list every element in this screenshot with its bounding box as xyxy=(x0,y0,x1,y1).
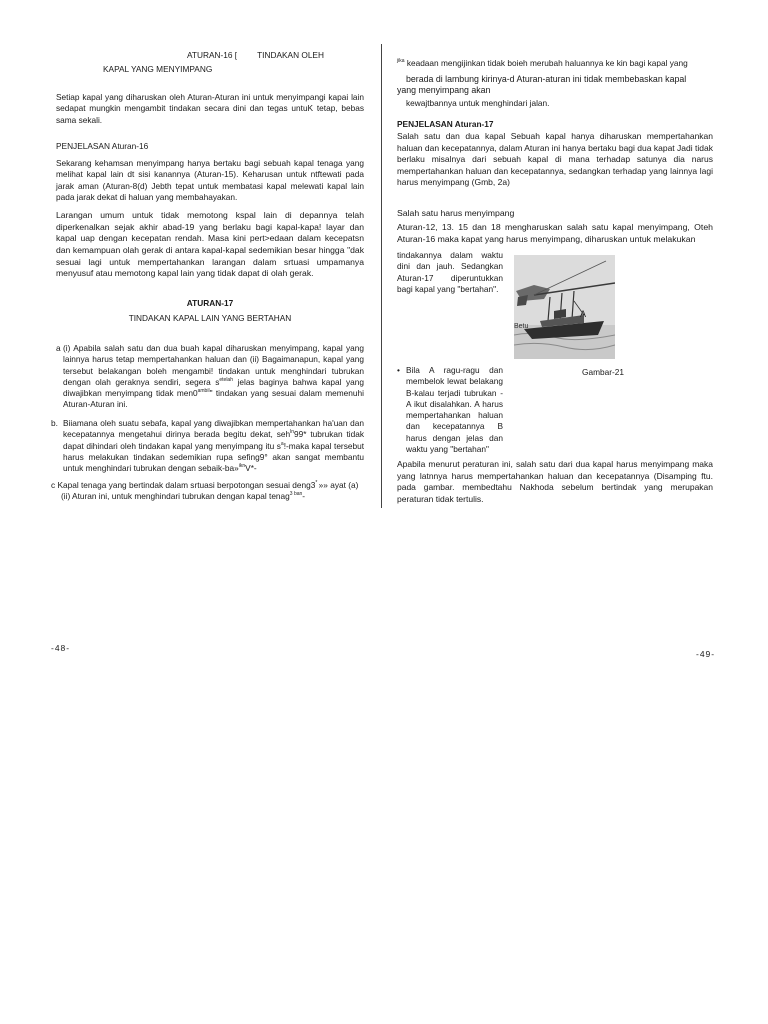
expl17-heading: PENJELASAN Aturan-17 xyxy=(397,119,494,129)
figure-label-a: A xyxy=(580,309,587,319)
figure-caption: Gambar-21 xyxy=(582,367,624,377)
item-c-line1-sup: * xyxy=(315,480,319,487)
item-c-line1-a: Kapal tenaga yang bertindak dalam srtuasi berpotongan sesuai deng3 xyxy=(57,480,316,490)
bullet-marker: • xyxy=(397,365,400,375)
column-divider xyxy=(381,44,382,508)
item-a-sup-1: etelah xyxy=(219,377,233,384)
item-b-text-2: 99* tubrukan tidak dapat dihindari oleh tindakan kapal yang menyimpang itu s xyxy=(63,429,365,451)
item-b-sup-3: ikn xyxy=(238,463,246,470)
rule17-continuation-line4: kewajtbannya untuk menghindari jalan. xyxy=(406,98,550,108)
cont-line1-sup: jika xyxy=(397,58,405,65)
item-a-sup-2: ambil xyxy=(197,388,210,395)
salah-satu-paragraph: Aturan-12, 13. 15 dan 18 mengharuskan salah satu kapal menyimpang, Oteh Aturan-16 maka kapat yang harus menyimpang, diharuskan untuk melakukan xyxy=(397,222,713,244)
item-c-line1-b: »» ayat (a) xyxy=(318,480,359,490)
rule17-subtitle: TINDAKAN KAPAL LAIN YANG BERTAHAN xyxy=(128,313,292,323)
rule17-item-b xyxy=(51,418,365,474)
item-b-sup-2: a xyxy=(280,440,284,447)
ship-figure xyxy=(514,255,615,359)
item-b-sup-1: ln xyxy=(290,429,294,436)
item-b-text-4: V*- xyxy=(245,463,257,474)
rule16-title-part-b: TINDAKAN OLEH xyxy=(257,50,324,60)
closing-paragraph: Apabila menurut peraturan ini, salah satu dari dua kapal harus menyimpang maka yang latnnya harus mempertahankan haluan dan kecepatannya (Disamping ftu. pada gambar. membedtahu Nakhoda sebelum bertindak yang merupakan peraturan tidak tertulis. xyxy=(397,459,713,504)
expl16-paragraph-2: Larangan umum untuk tidak memotong kspal lain di depannya telah diperkenalkan sejak akhir abad-19 yang berlaku bagi kapal-kapa! layar dan kapal uap dengan kecepatan rendah. Masa kini pert>edaan dalam kecepatsn dan kemampuan olah gerak di antara kapal-kapal sedemikian besar hingga "dak sesuai lagi untuk mempertahankan larangan dalam srtuasi umpamanya menyusuf atau memotong kapal lain yang tidak dapat di olah gerak. xyxy=(56,210,364,279)
figure-side-text: tindakannya dalam waktu dini dan jauh. Sedangkan Aturan-17 diperuntukkan bagi kapal yang "bertahan". xyxy=(397,250,503,294)
expl16-paragraph-1: Sekarang kehamsan menyimpang hanya bertaku bagi sebuah kapal tenaga yang melihat kapal lain dt sisi kanannya (Aturan-15). Keharusan untuk ntftewati pada jarak aman (Aturan-8(d) Jebth tepat untuk membatasi kapal melewati kapal lain pada jarak dekat di haluan yang membahayakan. xyxy=(56,158,364,202)
expl16-heading: PENJELASAN Aturan-16 xyxy=(56,141,149,151)
item-b-text-1: Biiamana oleh suatu sebafa, kapal yang diwajibkan mempertahankan ha'uan dan kecepatannya mengetahui dirinya berada begitu dekat, seh xyxy=(63,418,364,440)
rule16-title-part-a: ATURAN-16 [ xyxy=(187,50,238,60)
rule17-continuation-line2: berada di lambung kirinya-d Aturan-aturan ini tidak membebaskan kapal xyxy=(406,74,687,84)
figure-label-b: Betu xyxy=(514,323,529,330)
item-a-text-2: jelas baginya bahwa kapal yang diwajibkan menyimpang tidak men0 xyxy=(63,376,364,399)
rule17-title: ATURAN-17 xyxy=(186,298,234,308)
rule16-title-line1 xyxy=(187,50,324,61)
cont-line1-text: keadaan mengijinkan tidak boieh merubah haluannya ke kin bagi kapal yang xyxy=(404,58,688,68)
item-a-text-3: " tindakan yang sesuai dalam memenuhi Aturan-Aturan ini. xyxy=(63,388,364,410)
item-b-text-3: !-maka kapal tersebut harus melakukan tindakan sedemikian rupa sefing9° akan sangat membantu untuk menghindari tubrukan dengan sebaik-ba» xyxy=(63,440,364,474)
rule17-continuation-line3: yang menyimpang akan xyxy=(397,85,491,95)
bullet-text: Bila A ragu-ragu dan membelok lewat belakang B-kalau terjadi tubrukan - A ikut disalahkan. A harus mempertahankan haluan dan kecepatannya B harus dengan jelas dan waktu yang "bertahan" xyxy=(406,365,503,454)
item-c-line2-a: (ii) Aturan ini, untuk menghindari tubrukan dengan kapal tenag xyxy=(61,491,290,502)
item-a-text-1: (i) Apabila salah satu dan dua buah kapal diharuskan menyimpang, kapal yang lainnya harus tetap mempertahankan haluan dan (ii) Bagaimanapun, kapal yang tersebut belakangan boleh mengambi! tindakan untuk menghindari tubrukan dengan olah geraknya sendiri, segera s xyxy=(63,343,364,387)
item-c-line2-sup: 3 ban xyxy=(289,491,303,498)
item-c-line2-b: - xyxy=(302,491,306,502)
rule17-continuation-line1 xyxy=(397,58,717,69)
page-number-right: -49- xyxy=(696,649,716,659)
item-c-marker: c xyxy=(51,480,56,490)
rule17-item-c xyxy=(51,480,366,503)
bullet-block xyxy=(397,365,505,455)
ship-illustration-icon xyxy=(514,255,615,359)
salah-satu-heading: Salah satu harus menyimpang xyxy=(397,208,515,218)
page-number-left: -48- xyxy=(51,643,71,653)
rule16-title-line2: KAPAL YANG MENYIMPANG xyxy=(103,64,213,74)
expl17-paragraph-1: Salah satu dan dua kapal Sebuah kapal hanya diharuskan mempertahankan haluan dan kecepatannya, dalam Aturan ini hanya bertaku bagi dua kapat Jadi tidak berlaku misalnya dari sebuah kapal di mana terhadap satunya dia narus mempertahankan haluan dan kecepatannya, sedangkan terhadap yang lainnya lagi harus menyimpang (Gmb, 2a) xyxy=(397,131,713,188)
item-a-marker: a xyxy=(56,343,61,353)
rule17-item-a xyxy=(56,343,364,411)
item-b-marker: b. xyxy=(51,418,58,428)
rule16-intro: Setiap kapal yang diharuskan oleh Aturan-Aturan ini untuk menyimpangi kapai lain sedapat mungkin mengambit tindakan secara dini dan tegas untuK tetap, bebas sama sekali. xyxy=(56,92,364,125)
